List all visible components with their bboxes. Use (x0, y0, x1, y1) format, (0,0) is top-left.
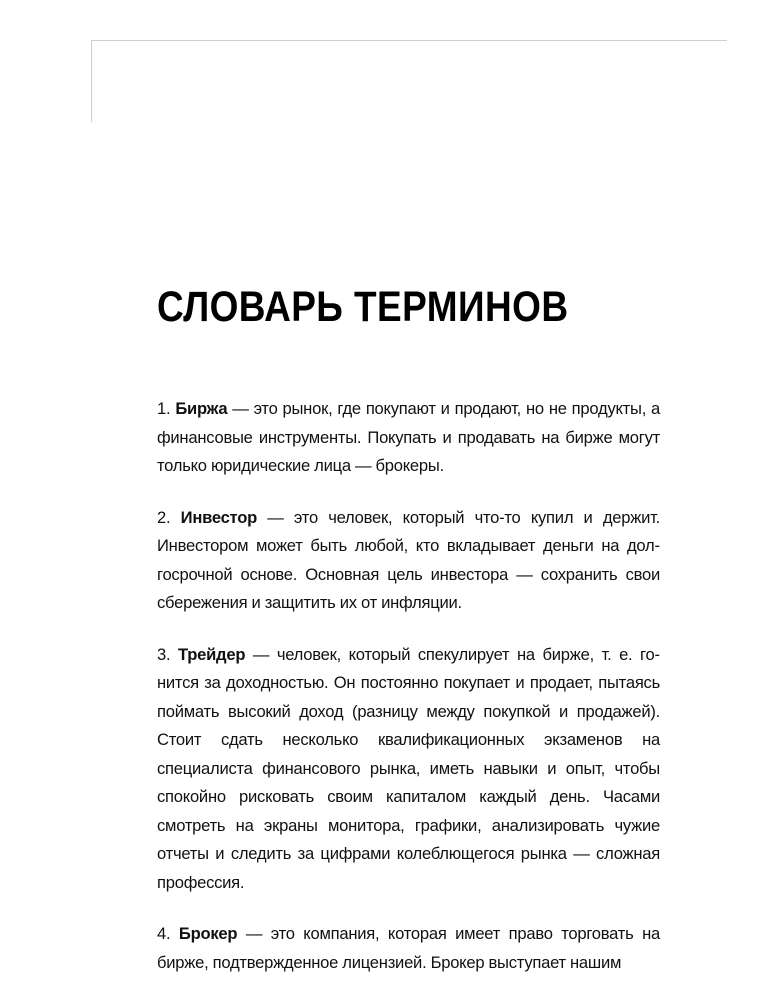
entry-term: Инвестор (180, 507, 257, 527)
page-title: СЛОВАРЬ ТЕРМИНОВ (157, 283, 569, 331)
glossary-entry-trader (157, 641, 660, 898)
glossary-list (157, 395, 660, 977)
entry-term: Биржа (175, 399, 228, 418)
page-frame-top-rule (91, 40, 727, 41)
entry-term: Брокер (178, 924, 238, 943)
entry-definition: — это компания, которая имеет право торговать на бирже, подтвержденное лицензией. Брокер выступает нашим (157, 924, 660, 972)
glossary-entry-birzha (157, 395, 660, 481)
glossary-entry-broker (157, 920, 660, 977)
entry-term: Трейдер (177, 644, 246, 664)
glossary-entry-investor (157, 504, 660, 618)
entry-definition: — человек, который спекулирует на бирже, т. е. гонится за доходностью. Он постоянно покупает и продает, пытаясь поймать высокий доход (разницу между покупкой и продажей). Стоит сдать несколько квалификационных экзаменов на специалиста финансового рынка, иметь навыки и опыт, чтобы спокойно рисковать своим капиталом каждый день. Часами смотреть на экраны монитора, графики, анализировать чужие отчеты и следить за цифрами колеблющегося рынка — сложная профессия. (157, 644, 660, 892)
entry-definition: — это рынок, где покупают и продают, но не продукты, а финансовые инструменты. Покупать и продавать на бирже могут только юридические лица — брокеры. (157, 399, 661, 475)
entry-number: 4. (157, 924, 171, 943)
entry-number: 3. (157, 644, 171, 664)
entry-number: 1. (157, 399, 171, 418)
entry-definition: — это человек, который что-то купил и держит. Инвестором может быть любой, кто вкладывает деньги на долгосрочной основе. Основная цель инвестора — сохранить свои сбережения и защитить их от инфляции. (157, 507, 660, 612)
entry-number: 2. (157, 507, 171, 527)
page-frame-left-rule (91, 40, 92, 122)
